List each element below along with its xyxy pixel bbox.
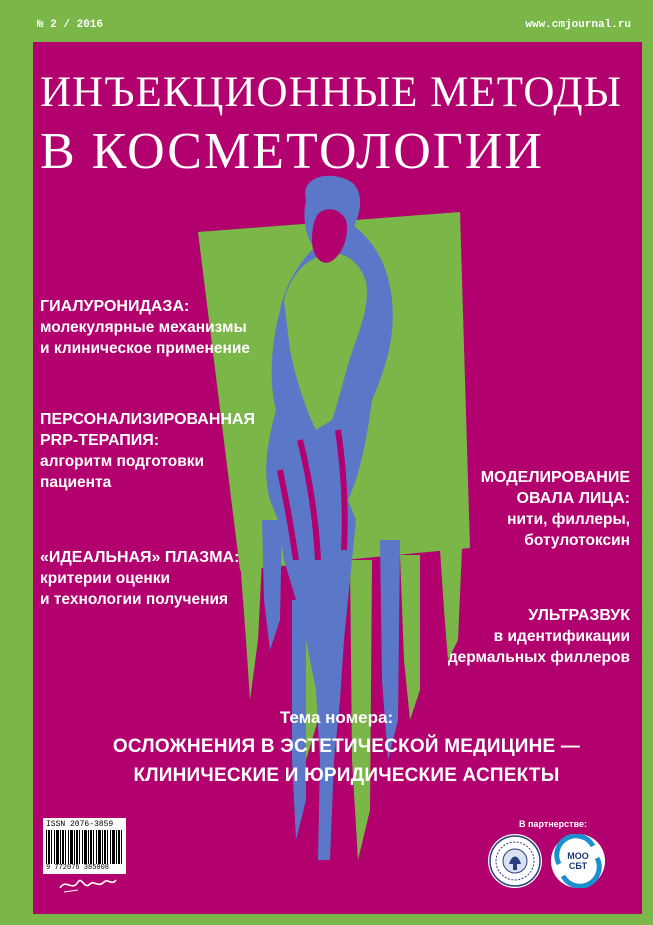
society-seal-icon: [488, 834, 542, 888]
issue-number: № 2 / 2016: [37, 19, 104, 31]
masthead-line-2: В КОСМЕТОЛОГИИ: [40, 123, 544, 180]
article-headline: PRP-ТЕРАПИЯ:: [40, 432, 160, 449]
masthead-line-1: ИНЪЕКЦИОННЫЕ МЕТОДЫ: [40, 69, 623, 116]
moo-sbt-logo-text: МОО СБТ: [567, 851, 589, 871]
partners-label: В партнерстве:: [519, 819, 587, 829]
article-subline: нити, филлеры,: [507, 511, 630, 528]
article-ultrasound: [448, 605, 630, 668]
article-headline: «ИДЕАЛЬНАЯ» ПЛАЗМА:: [40, 549, 240, 566]
theme-title-line-1: ОСЛОЖНЕНИЯ В ЭСТЕТИЧЕСКОЙ МЕДИЦИНЕ —: [112, 736, 581, 757]
article-subline: в идентификации: [493, 628, 630, 645]
article-hyaluronidase: [40, 296, 250, 359]
article-headline: ГИАЛУРОНИДАЗА:: [40, 298, 190, 315]
article-subline: критерии оценки: [40, 570, 171, 587]
article-prp-therapy: [40, 409, 255, 493]
article-headline: ОВАЛА ЛИЦА:: [516, 490, 630, 507]
barcode: [43, 818, 126, 874]
article-headline: МОДЕЛИРОВАНИЕ: [480, 469, 630, 486]
barcode-number: 9 772076 385008: [46, 864, 110, 872]
issn-number: ISSN 2076-3859: [46, 820, 114, 829]
article-headline: УЛЬТРАЗВУК: [528, 607, 630, 624]
moo-sbt-logo-icon: [551, 834, 605, 888]
article-headline: ПЕРСОНАЛИЗИРОВАННАЯ: [40, 411, 255, 428]
website-url: www.cmjournal.ru: [525, 19, 631, 31]
article-subline: ботулотоксин: [524, 532, 630, 549]
article-subline: дермальных филлеров: [447, 649, 630, 666]
article-ideal-plasma: [40, 547, 239, 610]
theme-label: Тема номера:: [279, 708, 394, 727]
barcode-icon: [46, 830, 123, 864]
article-subline: и технологии получения: [40, 591, 229, 608]
article-face-oval: [481, 467, 630, 551]
article-subline: алгоритм подготовки: [40, 453, 205, 470]
article-subline: пациента: [40, 474, 112, 491]
theme-title-line-2: КЛИНИЧЕСКИЕ И ЮРИДИЧЕСКИЕ АСПЕКТЫ: [133, 765, 560, 786]
article-subline: молекулярные механизмы: [40, 319, 247, 336]
signature-icon: [58, 872, 118, 896]
article-subline: и клиническое применение: [40, 340, 250, 357]
